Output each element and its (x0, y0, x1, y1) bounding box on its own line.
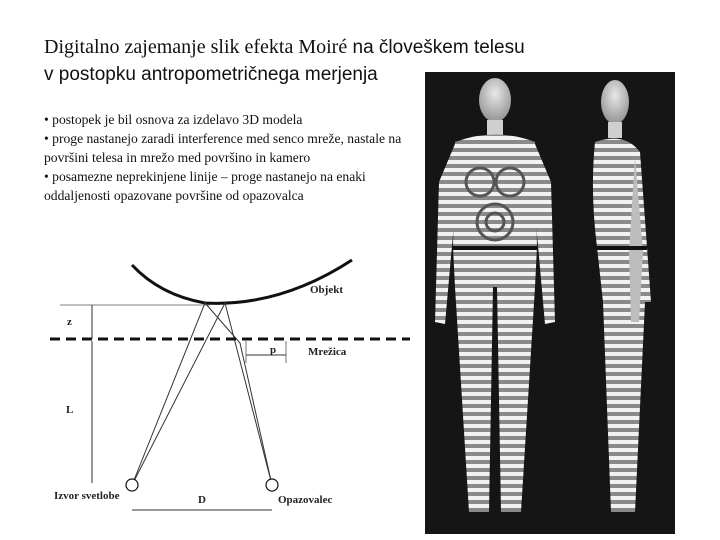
object-surface (132, 260, 352, 303)
bullet-item: • proge nastanejo zaradi interference med senco mreže, nastale na površini telesa in mrežo med površino in kamero (44, 131, 402, 165)
grid-label: Mrežica (308, 346, 347, 358)
source-label: Izvor svetlobe (54, 490, 120, 502)
moire-figures-image (425, 72, 675, 534)
D-label: D (198, 494, 206, 506)
bullet-item: • posamezne neprekinjene linije – proge nastanejo na enaki oddaljenosti opazovane površine od opazovalca (44, 169, 366, 203)
object-label: Objekt (310, 284, 343, 296)
z-label: z (67, 316, 72, 328)
p-label: p (270, 344, 277, 356)
bullet-list (44, 110, 414, 205)
moire-body-photo (425, 72, 675, 534)
light-source-point (126, 479, 138, 491)
observer-label: Opazovalec (278, 494, 333, 506)
bullet-item: • postopek je bil osnova za izdelavo 3D modela (44, 112, 303, 127)
observer-point (266, 479, 278, 491)
front-figure (435, 78, 555, 512)
title-part-sans: na človeškem telesu (347, 37, 525, 58)
light-rays (132, 303, 272, 485)
title-line-2: v postopku antropometričnega merjenja (44, 64, 378, 85)
title-part-serif: Digitalno zajemanje slik efekta Moiré (44, 36, 348, 58)
L-label: L (66, 404, 74, 416)
moire-principle-diagram (40, 255, 420, 525)
side-figure (593, 80, 651, 512)
